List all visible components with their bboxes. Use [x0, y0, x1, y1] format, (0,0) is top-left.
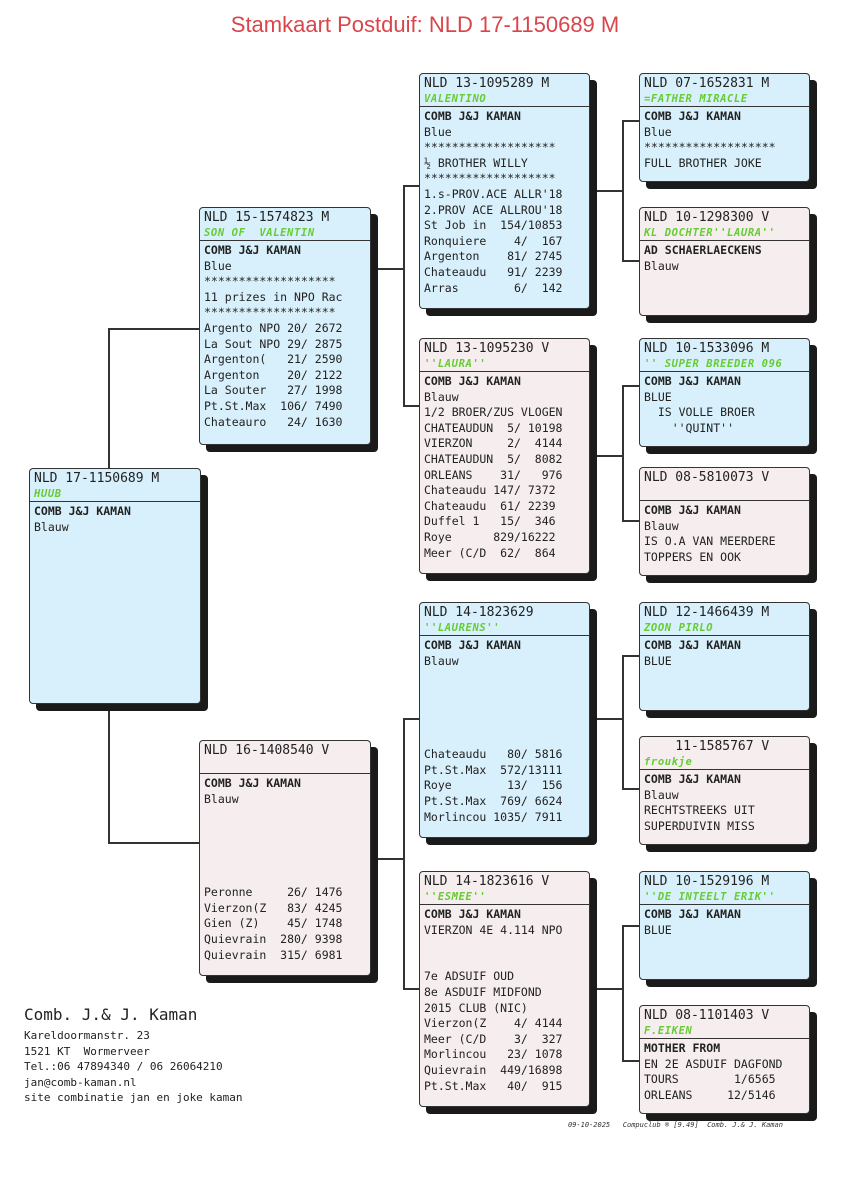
pigeon-name: =FATHER MIRACLE: [640, 92, 809, 107]
pigeon-card-mmf[interactable]: [639, 871, 810, 980]
connector: [403, 405, 419, 407]
info-line: IS VOLLE BROER: [644, 405, 755, 420]
result-line: Quievrain 449/16898: [424, 1062, 563, 1077]
info-line: Blauw: [424, 653, 459, 668]
info-line: VIERZON 4E 4.114 NPO: [424, 922, 563, 937]
connector: [622, 260, 639, 262]
ring-number: NLD 10-1533096 M: [644, 341, 770, 356]
pigeon-name: KL DOCHTER''LAURA'': [640, 226, 809, 241]
result-line: Meer (C/D 3/ 327: [424, 1031, 563, 1046]
info-line: SUPERDUIVIN MISS: [644, 818, 755, 833]
result-line: Pt.St.Max 572/13111: [424, 762, 563, 777]
pigeon-card-father-mother[interactable]: [419, 338, 590, 574]
owner: COMB J&J KAMAN: [204, 243, 301, 257]
info-line: IS O.A VAN MEERDERE: [644, 534, 776, 549]
breeder-phone: Tel.:06 47894340 / 06 26064210: [24, 1060, 223, 1073]
connector: [370, 268, 403, 270]
info-line: RECHTSTREEKS UIT: [644, 803, 755, 818]
info-line: [204, 838, 366, 854]
pigeon-card-mother[interactable]: [199, 740, 371, 976]
owner: COMB J&J KAMAN: [424, 109, 521, 123]
connector: [108, 328, 110, 468]
info-line: TOURS 1/6565: [644, 1072, 776, 1087]
owner: COMB J&J KAMAN: [644, 772, 741, 786]
ring-number: NLD 08-1101403 V: [644, 1008, 770, 1023]
result-line: Pt.St.Max 769/ 6624: [424, 793, 563, 808]
info-line: [424, 954, 585, 970]
pigeon-name: [640, 486, 809, 501]
info-line: BLUE: [644, 653, 672, 668]
info-line: Blue: [204, 258, 232, 273]
ring-number: 11-1585767 V: [644, 739, 770, 754]
breeder-address: Kareldoormanstr. 23: [24, 1029, 150, 1042]
info-line: BLUE: [644, 389, 672, 404]
info-line: [424, 716, 585, 732]
owner: COMB J&J KAMAN: [644, 907, 741, 921]
pigeon-card-mmm[interactable]: [639, 1005, 810, 1114]
pigeon-name: ''DE INTEELT ERIK'': [640, 890, 809, 905]
pigeon-card-mother-mother[interactable]: [419, 871, 590, 1107]
breeder-name: Comb. J.& J. Kaman: [24, 1005, 198, 1024]
connector: [622, 520, 639, 522]
ring-number: NLD 14-1823616 V: [424, 874, 550, 889]
ring-number: NLD 16-1408540 V: [204, 743, 330, 758]
info-line: [204, 854, 366, 870]
connector: [622, 925, 624, 1060]
info-line: ½ BROTHER WILLY: [424, 155, 528, 170]
owner: COMB J&J KAMAN: [424, 374, 521, 388]
info-line: [424, 938, 585, 954]
info-line: *******************: [424, 171, 556, 186]
print-stamp: 09-10-2025 Compuclub ® [9.49] Comb. J.& J. Kaman: [568, 1121, 783, 1129]
result-line: Morlincou 23/ 1078: [424, 1047, 563, 1062]
info-line: 7e ADSUIF OUD: [424, 969, 515, 984]
info-line: TOPPERS EN OOK: [644, 549, 741, 564]
result-line: Arras 6/ 142: [424, 280, 563, 295]
info-line: *******************: [424, 140, 556, 155]
pigeon-name: '' SUPER BREEDER 096: [640, 357, 809, 372]
connector: [622, 655, 624, 788]
owner: MOTHER FROM: [644, 1041, 721, 1055]
breeder-email[interactable]: jan@comb-kaman.nl: [24, 1075, 137, 1089]
connector: [403, 185, 405, 405]
pigeon-card-father-father[interactable]: [419, 73, 590, 309]
result-line: Vierzon(Z 83/ 4245: [204, 900, 343, 915]
pigeon-card-subject[interactable]: [29, 468, 201, 704]
result-line: Duffel 1 15/ 346: [424, 514, 556, 529]
pigeon-card-fmm[interactable]: [639, 467, 810, 576]
result-line: Peronne 26/ 1476: [204, 885, 343, 900]
result-line: Meer (C/D 62/ 864: [424, 545, 556, 560]
pigeon-name: VALENTINO: [420, 92, 589, 107]
result-line: CHATEAUDUN 5/ 8082: [424, 451, 563, 466]
result-line: Chateaudu 61/ 2239: [424, 498, 556, 513]
ring-number: NLD 12-1466439 M: [644, 605, 770, 620]
pigeon-name: SON OF VALENTIN: [200, 226, 370, 241]
result-line: Morlincou 1035/ 7911: [424, 809, 563, 824]
result-line: La Sout NPO 29/ 2875: [204, 336, 343, 351]
page-title: Stamkaart Postduif: NLD 17-1150689 M: [230, 12, 620, 37]
info-line: [424, 700, 585, 716]
result-line: Roye 13/ 156: [424, 778, 563, 793]
result-line: La Souter 27/ 1998: [204, 383, 343, 398]
connector: [622, 925, 639, 927]
color: Blauw: [34, 519, 69, 534]
info-line: 1/2 BROER/ZUS VLOGEN: [424, 405, 563, 420]
info-line: Blauw: [644, 258, 679, 273]
connector: [622, 788, 639, 790]
connector: [622, 655, 639, 657]
info-line: 11 prizes in NPO Rac: [204, 289, 343, 304]
info-line: Blauw: [644, 787, 679, 802]
pigeon-name: ''ESMEE'': [420, 890, 589, 905]
result-line: Chateaudu 147/ 7372: [424, 483, 556, 498]
result-line: Argento NPO 20/ 2672: [204, 320, 343, 335]
result-line: Pt.St.Max 40/ 915: [424, 1078, 563, 1093]
connector: [370, 858, 403, 860]
info-line: Blauw: [204, 791, 239, 806]
info-line: *******************: [204, 305, 336, 320]
info-line: [204, 823, 366, 839]
owner: COMB J&J KAMAN: [644, 374, 741, 388]
result-line: Chateaudu 80/ 5816: [424, 747, 563, 762]
ring-number: NLD 10-1298300 V: [644, 210, 770, 225]
connector: [622, 385, 624, 520]
result-line: Roye 829/16222: [424, 529, 556, 544]
result-line: Argenton 20/ 2122: [204, 367, 343, 382]
owner: COMB J&J KAMAN: [424, 638, 521, 652]
info-line: *******************: [204, 274, 336, 289]
result-line: 1.s-PROV.ACE ALLR'18: [424, 186, 563, 201]
owner: COMB J&J KAMAN: [644, 638, 741, 652]
info-line: [204, 870, 366, 886]
breeder-city: 1521 KT Wormerveer: [24, 1044, 150, 1058]
pigeon-name: ''LAURENS'': [420, 621, 589, 636]
breeder-site: site combinatie jan en joke kaman: [24, 1091, 243, 1104]
connector: [622, 120, 639, 122]
info-line: 8e ASDUIF MIDFOND: [424, 984, 542, 999]
info-line: ORLEANS 12/5146: [644, 1087, 776, 1102]
owner: COMB J&J KAMAN: [204, 776, 301, 790]
result-line: St Job in 154/10853: [424, 218, 563, 233]
connector: [403, 988, 419, 990]
ring-number: NLD 07-1652831 M: [644, 76, 770, 91]
pigeon-card-fff[interactable]: [639, 73, 810, 182]
result-line: Quievrain 280/ 9398: [204, 931, 343, 946]
result-line: Pt.St.Max 106/ 7490: [204, 398, 343, 413]
connector: [622, 120, 624, 260]
ring-number: NLD 10-1529196 M: [644, 874, 770, 889]
ring-number: NLD 13-1095289 M: [424, 76, 550, 91]
result-line: Ronquiere 4/ 167: [424, 233, 563, 248]
pigeon-name: HUUB: [30, 487, 200, 502]
info-line: [424, 669, 585, 685]
info-line: ''QUINT'': [644, 420, 735, 435]
pigeon-card-mfm[interactable]: [639, 736, 810, 845]
info-line: Blue: [424, 124, 452, 139]
pigeon-name: ZOON PIRLO: [640, 621, 809, 636]
info-line: [424, 685, 585, 701]
owner: COMB J&J KAMAN: [34, 504, 131, 518]
connector: [589, 718, 622, 720]
connector: [108, 705, 110, 842]
pigeon-card-father[interactable]: [199, 207, 371, 445]
owner: COMB J&J KAMAN: [644, 503, 741, 517]
ring-number: NLD 15-1574823 M: [204, 210, 330, 225]
info-line: *******************: [644, 140, 776, 155]
connector: [403, 185, 419, 187]
result-line: Gien (Z) 45/ 1748: [204, 916, 343, 931]
owner: COMB J&J KAMAN: [424, 907, 521, 921]
connector: [589, 455, 622, 457]
result-line: Chateaudu 91/ 2239: [424, 264, 563, 279]
result-line: Chateauro 24/ 1630: [204, 414, 343, 429]
connector: [589, 988, 622, 990]
info-line: 2015 CLUB (NIC): [424, 1000, 528, 1015]
connector: [589, 190, 622, 192]
ring-number: NLD 08-5810073 V: [644, 470, 770, 485]
result-line: ORLEANS 31/ 976: [424, 467, 563, 482]
connector: [622, 1060, 639, 1062]
result-line: 2.PROV ACE ALLROU'18: [424, 202, 563, 217]
pigeon-name: [200, 759, 370, 774]
pigeon-card-fmf[interactable]: [639, 338, 810, 447]
connector: [108, 842, 200, 844]
breeder-info: [24, 1005, 243, 1106]
info-line: FULL BROTHER JOKE: [644, 155, 762, 170]
ring-number: NLD 13-1095230 V: [424, 341, 550, 356]
pigeon-name: F.EIKEN: [640, 1024, 809, 1039]
result-line: Argenton 81/ 2745: [424, 249, 563, 264]
pigeon-card-mff[interactable]: [639, 602, 810, 711]
connector: [108, 328, 200, 330]
result-line: CHATEAUDUN 5/ 10198: [424, 420, 563, 435]
result-line: Vierzon(Z 4/ 4144: [424, 1016, 563, 1031]
result-line: VIERZON 2/ 4144: [424, 436, 563, 451]
pigeon-card-mother-father[interactable]: [419, 602, 590, 838]
ring-number: NLD 14-1823629: [424, 605, 534, 620]
pigeon-card-ffm[interactable]: [639, 207, 810, 316]
result-line: Quievrain 315/ 6981: [204, 947, 343, 962]
owner: AD SCHAERLAECKENS: [644, 243, 762, 257]
info-line: Blauw: [644, 518, 679, 533]
connector: [403, 718, 419, 720]
info-line: Blue: [644, 124, 672, 139]
connector: [403, 718, 405, 988]
info-line: Blauw: [424, 389, 459, 404]
result-line: Argenton( 21/ 2590: [204, 352, 343, 367]
ring-number: NLD 17-1150689 M: [34, 471, 160, 486]
info-line: EN 2E ASDUIF DAGFOND: [644, 1056, 783, 1071]
owner: COMB J&J KAMAN: [644, 109, 741, 123]
pigeon-name: froukje: [640, 755, 809, 770]
info-line: BLUE: [644, 922, 672, 937]
connector: [622, 385, 639, 387]
info-line: [204, 807, 366, 823]
pigeon-name: ''LAURA'': [420, 357, 589, 372]
info-line: [424, 732, 585, 748]
